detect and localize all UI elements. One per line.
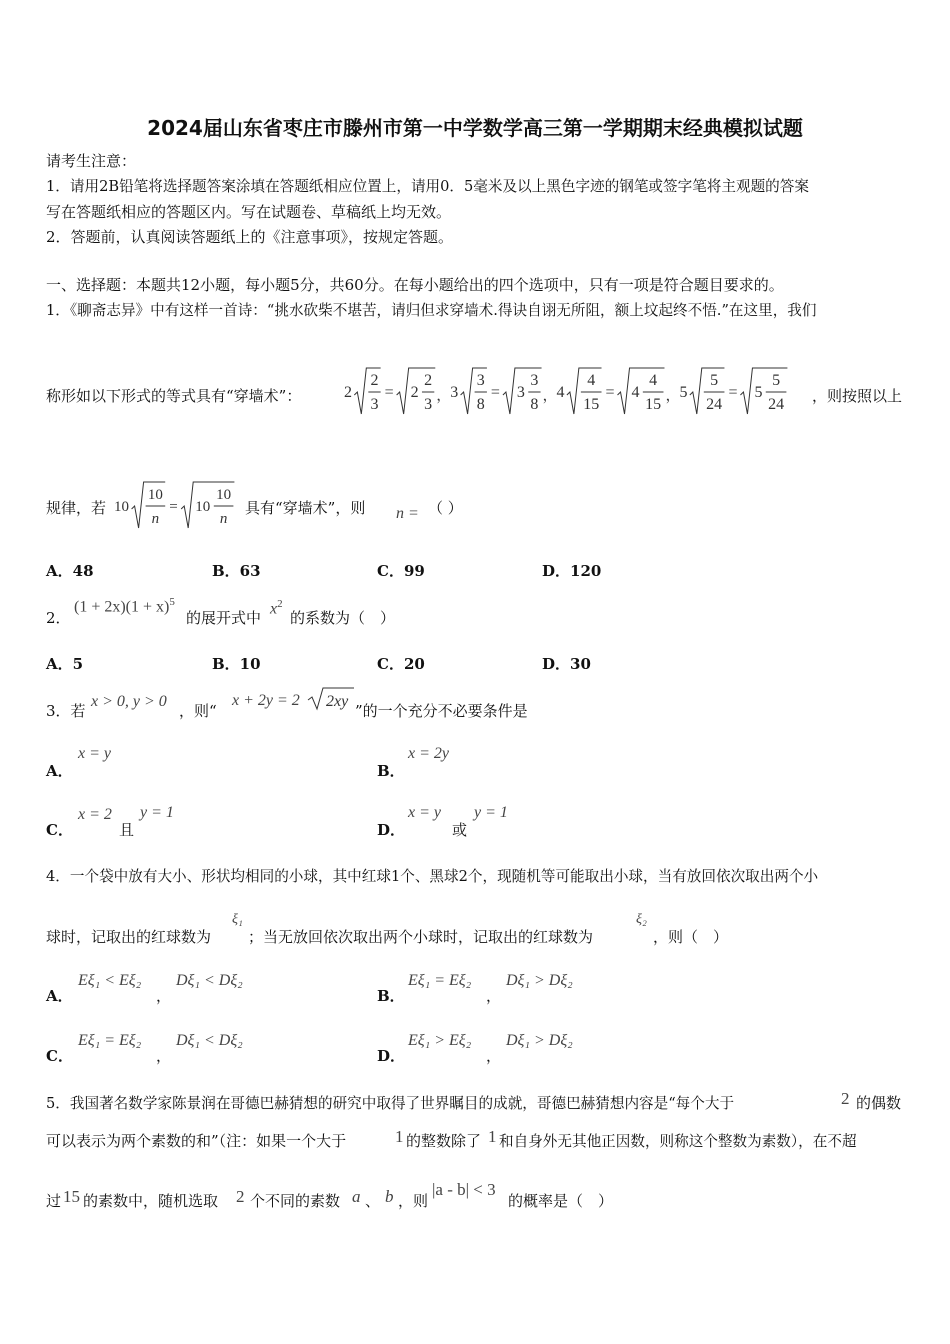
eq-coefficient-inner: 3 xyxy=(516,384,525,401)
q5-var-b: b xyxy=(385,1187,394,1206)
section-heading: 一、选择题：本题共12小题，每小题5分，共60分。在每小题给出的四个选项中，只有一项是符合题目要求的。 xyxy=(46,276,784,294)
eq-coefficient-inner: 4 xyxy=(631,384,640,401)
eq-coefficient: 3 xyxy=(450,384,459,401)
fraction-numerator: 10 xyxy=(147,487,163,503)
eq-coefficient: 4 xyxy=(556,384,565,401)
q2-expression xyxy=(74,596,175,616)
eq-separator: ， xyxy=(542,388,558,404)
q4-option-c-comma: ， xyxy=(156,1047,172,1065)
fraction-numerator: 2 xyxy=(370,372,379,389)
fraction-denominator: 24 xyxy=(706,396,723,413)
notice-item-2: 2．答题前，认真阅读答题纸上的《注意事项》，按规定答题。 xyxy=(46,228,454,246)
fraction-denominator: n xyxy=(151,511,160,527)
q3-lhs: x + 2y = 2 xyxy=(232,692,300,709)
q4-line-2-a: 球时，记取出的红球数为 xyxy=(46,928,212,946)
q2-term-exponent: 2 xyxy=(277,598,283,610)
eq-coefficient-inner: 10 xyxy=(195,499,211,515)
fraction-numerator: 10 xyxy=(216,487,232,503)
q2-expression-base: (1 + 2x)(1 + x) xyxy=(74,598,170,616)
q5-line-3-b: 的素数中，随机选取 xyxy=(83,1192,219,1210)
q1-answer-bracket: （ ） xyxy=(428,499,463,517)
q4-option-d-comma: ， xyxy=(486,1047,502,1065)
q2-option-a[interactable]: A．5 xyxy=(46,655,84,673)
q1-option-d[interactable]: D．120 xyxy=(542,562,602,580)
eq-separator: ， xyxy=(665,388,681,404)
q3-prefix: 3．若 xyxy=(46,702,86,720)
q4-option-d-d[interactable]: Dξ₁ > Dξ₂ xyxy=(506,1032,573,1049)
q5-var-a: a xyxy=(352,1187,361,1206)
q4-option-a-d[interactable]: Dξ₁ < Dξ₂ xyxy=(176,972,243,989)
eq-coefficient-inner: 2 xyxy=(410,384,419,401)
fraction-denominator: 3 xyxy=(424,396,433,413)
q3-option-a-math[interactable]: x = y xyxy=(78,745,111,762)
fraction-numerator: 5 xyxy=(710,372,719,389)
equals-sign: = xyxy=(384,384,394,401)
q2-term xyxy=(270,598,283,618)
eq-coefficient: 10 xyxy=(114,499,129,515)
q1-option-b[interactable]: B．63 xyxy=(212,562,261,580)
q2-term-var: x xyxy=(270,600,278,618)
q5-abs-inequality: |a - b| < 3 xyxy=(432,1180,496,1199)
q1-option-c[interactable]: C．99 xyxy=(377,562,425,580)
notice-heading: 请考生注意： xyxy=(46,152,137,170)
q4-xi-1: ξ₁ xyxy=(232,912,243,927)
q2-option-b[interactable]: B．10 xyxy=(212,655,261,673)
q1-radical-equations xyxy=(340,360,810,420)
fraction-denominator: 3 xyxy=(370,396,379,413)
fraction-numerator: 3 xyxy=(476,372,485,389)
q4-option-b-label[interactable]: B． xyxy=(377,987,405,1005)
equals-sign: = xyxy=(728,384,738,401)
q3-radicand: 2xy xyxy=(326,693,349,710)
q4-option-a-label[interactable]: A． xyxy=(46,987,73,1005)
q4-xi-2: ξ₂ xyxy=(636,912,647,927)
q4-option-d-label[interactable]: D． xyxy=(377,1047,406,1065)
equals-sign: = xyxy=(490,384,500,401)
fraction-numerator: 3 xyxy=(530,372,539,389)
q4-option-b-comma: ， xyxy=(486,987,502,1005)
page-title: 2024届山东省枣庄市滕州市第一中学数学高三第一学期期末经典模拟试题 xyxy=(147,116,803,140)
q5-separator: 、 xyxy=(365,1192,381,1210)
eq-coefficient-inner: 5 xyxy=(754,384,763,401)
q5-line-2-b: 的整数除了 xyxy=(406,1132,482,1150)
q3-option-c-math-2[interactable]: y = 1 xyxy=(140,804,174,821)
q1-line-3-mid: 具有“穿墙术”，则 xyxy=(245,499,366,517)
q2-prefix: 2． xyxy=(46,609,71,627)
q3-option-b-label[interactable]: B． xyxy=(377,762,405,780)
q3-option-d-math-1[interactable]: x = y xyxy=(408,804,441,821)
q5-number-fifteen: 15 xyxy=(63,1187,80,1206)
fraction-denominator: n xyxy=(219,511,228,527)
q5-line-2-a: 可以表示为两个素数的和”（注：如果一个大于 xyxy=(46,1132,347,1150)
fraction-denominator: 8 xyxy=(476,396,485,413)
q5-line-2-c: 和自身外无其他正因数，则称这个整数为素数），在不超 xyxy=(499,1133,857,1150)
q4-option-b-d[interactable]: Dξ₁ > Dξ₂ xyxy=(506,972,573,989)
q5-number-one-a: 1 xyxy=(395,1127,404,1146)
q4-option-c-e[interactable]: Eξ₁ = Eξ₂ xyxy=(78,1032,142,1049)
q5-number-two: 2 xyxy=(841,1089,850,1108)
q1-n-equals: n = xyxy=(396,505,419,522)
q2-option-d[interactable]: D．30 xyxy=(542,655,591,673)
fraction-numerator: 5 xyxy=(772,372,781,389)
q3-option-d-conj: 或 xyxy=(452,821,468,839)
fraction-numerator: 4 xyxy=(587,372,596,389)
q3-suffix: ”的一个充分不必要条件是 xyxy=(355,702,528,720)
equals-sign: = xyxy=(169,499,178,515)
q2-suffix: 的系数为（ ） xyxy=(290,609,396,627)
equals-sign: = xyxy=(605,384,615,401)
q5-line-1-b: 的偶数 xyxy=(856,1094,902,1112)
q5-number-two-b: 2 xyxy=(236,1187,245,1206)
q3-option-b-math[interactable]: x = 2y xyxy=(408,745,449,762)
notice-item-1-line-2: 写在答题纸相应的答题区内。写在试题卷、草稿纸上均无效。 xyxy=(46,203,452,221)
fraction-denominator: 15 xyxy=(645,396,662,413)
q3-condition: x > 0, y > 0 xyxy=(91,693,167,710)
eq-coefficient: 2 xyxy=(344,384,352,401)
q4-option-b-e[interactable]: Eξ₁ = Eξ₂ xyxy=(408,972,472,989)
q3-option-c-math-1[interactable]: x = 2 xyxy=(78,806,112,823)
q5-line-1-a: 5．我国著名数学家陈景润在哥德巴赫猜想的研究中取得了世界瞩目的成就，哥德巴赫猜想内容是“每个大于 xyxy=(46,1095,735,1112)
q1-line-2-suffix: ，则按照以上 xyxy=(812,387,903,405)
q4-option-c-label[interactable]: C． xyxy=(46,1047,73,1065)
q5-line-3-e: 的概率是（ ） xyxy=(508,1192,614,1210)
q4-option-a-e[interactable]: Eξ₁ < Eξ₂ xyxy=(78,972,142,989)
q3-option-c-label[interactable]: C． xyxy=(46,821,73,839)
fraction-denominator: 15 xyxy=(583,396,600,413)
q2-option-c[interactable]: C．20 xyxy=(377,655,425,673)
fraction-denominator: 24 xyxy=(768,396,785,413)
q4-option-a-comma: ， xyxy=(156,987,172,1005)
q1-line-1: 1．《聊斋志异》中有这样一首诗：“挑水砍柴不堪苦，请归但求穿墙术.得诀自诩无所阻，额上坟起终不悟.”在这里，我们 xyxy=(46,302,817,319)
q3-radical xyxy=(306,685,356,713)
q5-number-one-b: 1 xyxy=(488,1127,497,1146)
q4-line-1: 4．一个袋中放有大小、形状均相同的小球，其中红球1个、黑球2个，现随机等可能取出小球，当有放回依次取出两个小 xyxy=(46,868,819,885)
q3-mid: ，则“ xyxy=(179,702,217,720)
fraction-numerator: 4 xyxy=(649,372,658,389)
q1-option-a[interactable]: A．48 xyxy=(46,562,94,580)
q3-option-c-conj: 且 xyxy=(119,821,135,839)
eq-coefficient: 5 xyxy=(679,384,688,401)
eq-separator: ， xyxy=(436,388,452,404)
q3-option-d-math-2[interactable]: y = 1 xyxy=(474,804,508,821)
q1-line-2-prefix: 称形如以下形式的等式具有“穿墙术”： xyxy=(46,387,302,405)
q3-option-d-label[interactable]: D． xyxy=(377,821,406,839)
q5-line-3-a: 过 xyxy=(46,1192,62,1210)
fraction-numerator: 2 xyxy=(424,372,433,389)
q1-general-equation xyxy=(112,474,247,530)
q5-line-3-c: 个不同的素数 xyxy=(250,1192,341,1210)
q2-expression-exponent: 5 xyxy=(169,596,175,608)
q4-line-2-b: ；当无放回依次取出两个小球时，记取出的红球数为 xyxy=(248,928,594,946)
q4-line-2-c: ，则（ ） xyxy=(653,928,729,946)
q4-option-d-e[interactable]: Eξ₁ > Eξ₂ xyxy=(408,1032,472,1049)
fraction-denominator: 8 xyxy=(530,396,539,413)
q5-line-3-d: ，则 xyxy=(398,1192,429,1210)
q3-option-a-label[interactable]: A． xyxy=(46,762,73,780)
notice-item-1-line-1: 1．请用2B铅笔将选择题答案涂填在答题纸相应位置上，请用0．5毫米及以上黑色字迹的钢笔或签字笔将主观题的答案 xyxy=(46,178,809,195)
q2-mid-text: 的展开式中 xyxy=(186,609,262,627)
q4-option-c-d[interactable]: Dξ₁ < Dξ₂ xyxy=(176,1032,243,1049)
q1-line-3-prefix: 规律，若 xyxy=(46,499,107,517)
